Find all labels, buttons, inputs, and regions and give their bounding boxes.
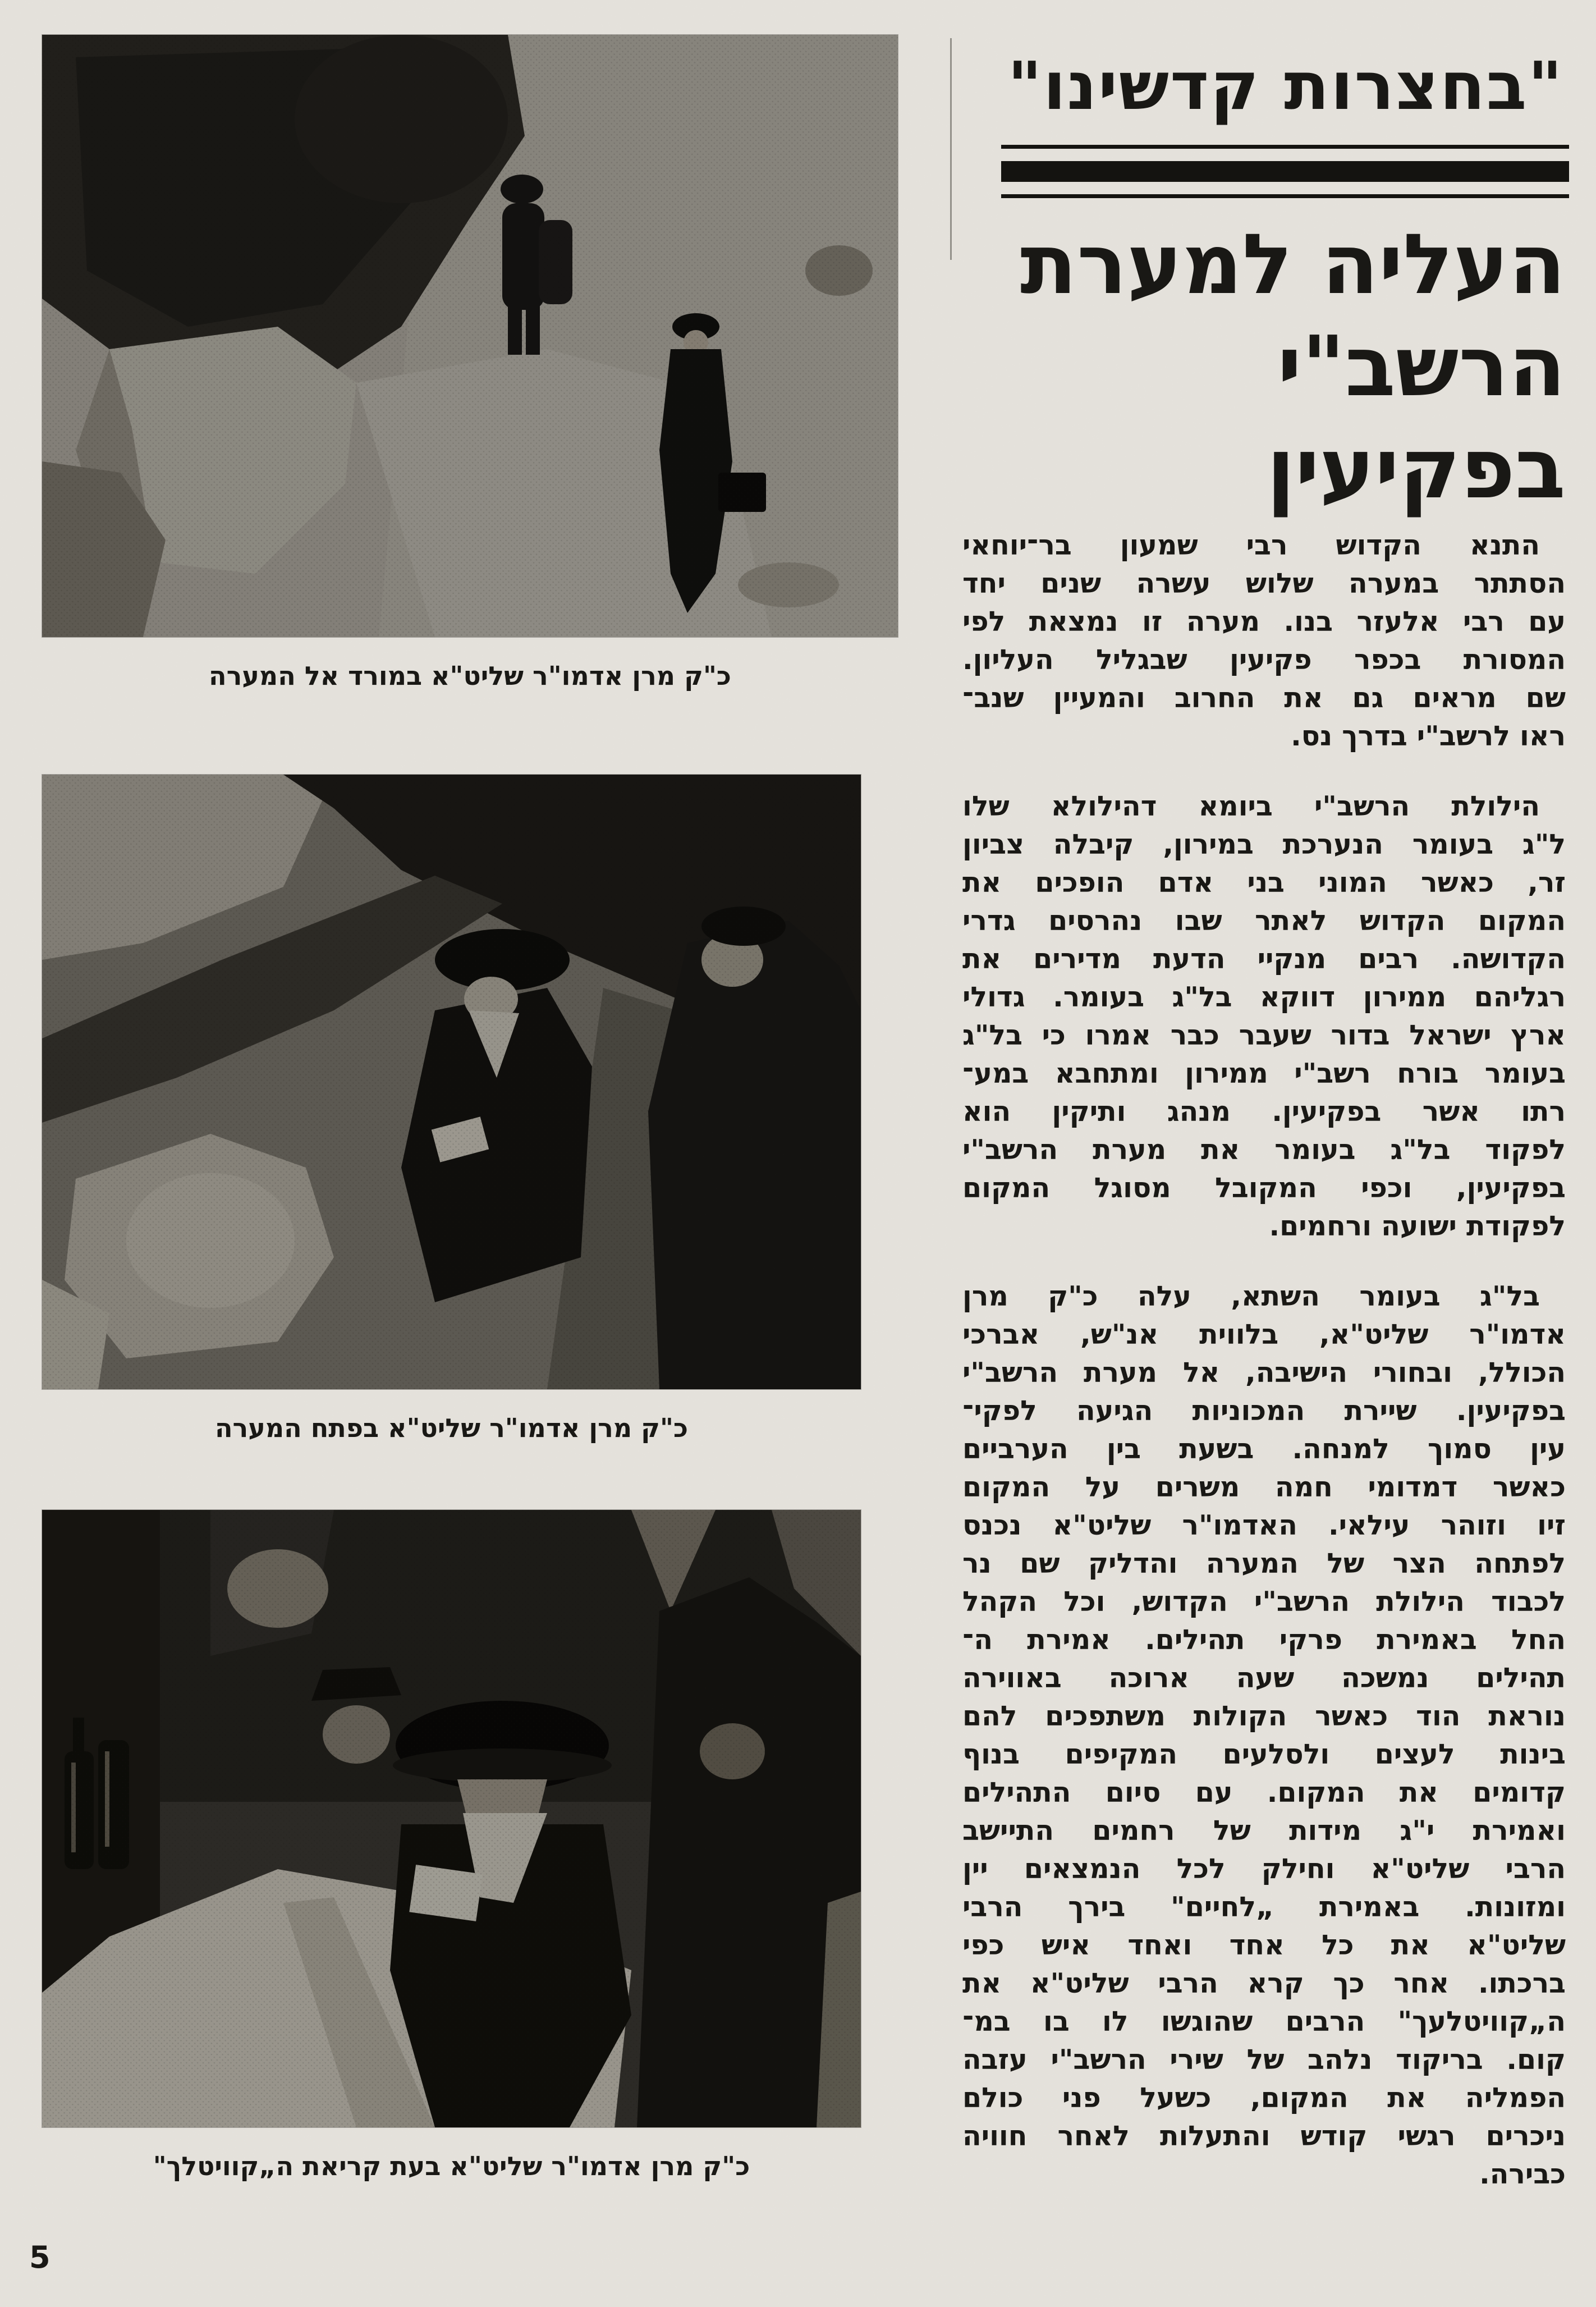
body-line: ל"ג בעומר הנערכת במירון, קיבלה צביון xyxy=(962,828,1566,860)
thin-rule-bottom xyxy=(1001,194,1569,198)
photo-caption: כ"ק מרן אדמו"ר שליט"א בפתח המערה xyxy=(214,1413,689,1443)
photo-rebbe-reading-kvitlech xyxy=(42,1510,861,2181)
body-line: בינות לעצים ולסלעים המקיפים בנוף xyxy=(962,1738,1566,1770)
body-line: זיו וזוהר עילאי. האדמו"ר שליט"א נכנס xyxy=(962,1509,1566,1541)
body-line: בל"ג בעומר השתא, עלה כ"ק מרן xyxy=(962,1280,1540,1312)
body-line: הילולת הרשב"י ביומא דהילולא שלו xyxy=(962,790,1540,822)
headline-line-1: העליה למערת xyxy=(1020,216,1566,313)
paragraph xyxy=(962,527,1566,756)
body-line: שליט"א את כל אחד ואחד איש כפי xyxy=(962,1929,1566,1961)
body-line: לפקוד בל"ג בעומר את מערת הרשב"י xyxy=(962,1134,1566,1166)
body-line: ניכרים רגשי קודש והתעלות לאחר חוויה xyxy=(962,2120,1566,2152)
thick-rule xyxy=(1001,161,1569,182)
body-line: ברכתו. אחר כך קרא הרבי שליט"א את xyxy=(962,1967,1566,1999)
halftone-photo-hillside-scene xyxy=(42,35,898,637)
page-number: 5 xyxy=(29,2240,51,2275)
headline-line-3: בפקיעין xyxy=(1266,420,1566,517)
body-line: הכולל, ובחורי הישיבה, אל מערת הרשב"י xyxy=(962,1357,1566,1389)
body-line: כאשר דמדומי חמה משרים על המקום xyxy=(962,1471,1566,1503)
body-line: עם רבי אלעזר בנו. מערה זו נמצאת לפי xyxy=(962,606,1566,638)
section-kicker: "בחצרות קדשינו" xyxy=(1007,47,1563,125)
body-line: ואמירת י"ג מידות של רחמים התיישב xyxy=(962,1815,1566,1847)
paragraph xyxy=(962,788,1566,1246)
body-line: נוראת הוד כאשר הקולות משתפכים להם xyxy=(962,1700,1566,1732)
thin-rule-top xyxy=(1001,145,1569,149)
body-line: שם מראים גם את החרוב והמעיין שנב־ xyxy=(962,682,1566,714)
body-line: קום. בריקוד נלהב של שירי הרשב"י עזבה xyxy=(962,2044,1566,2076)
article-headline xyxy=(1020,213,1566,520)
body-line: התנא הקדוש רבי שמעון בר־יוחאי xyxy=(962,529,1540,561)
body-line: המסורת בכפר פקיעין שבגליל העליון. xyxy=(962,644,1566,676)
body-line: לפקודת ישועה ורחמים. xyxy=(1269,1210,1566,1242)
body-line: קדומים את המקום. עם סיום התהילים xyxy=(962,1777,1566,1809)
body-line: ומזונות. באמירת „לחיים" בירך הרבי xyxy=(962,1891,1566,1923)
body-line: רגליהם ממירון דווקא בל"ג בעומר. גדולי xyxy=(962,981,1566,1013)
paragraph xyxy=(962,1278,1566,2194)
photo-caption: כ"ק מרן אדמו"ר שליט"א במורד אל המערה xyxy=(209,661,731,691)
article-body-text xyxy=(962,527,1566,2226)
body-line: הקדושה. רבים מנקיי הדעת מדירים את xyxy=(962,943,1566,975)
body-line: הסתתר במערה שלוש עשרה שנים יחד xyxy=(962,567,1566,599)
body-line: החל באמירת פרקי תהילים. אמירת ה־ xyxy=(962,1624,1566,1656)
body-line: בפקיעין. שיירת המכוניות הגיעה לפקי־ xyxy=(962,1395,1566,1427)
body-line: ראו לרשב"י בדרך נס. xyxy=(1291,720,1566,752)
halftone-photo-table-scene xyxy=(42,1510,861,2127)
body-line: כבירה. xyxy=(1479,2158,1566,2190)
photo-rebbe-at-cave-entrance xyxy=(42,775,861,1443)
body-line: בעומר בורח רשב"י ממירון ומתחבא במע־ xyxy=(962,1058,1566,1090)
body-line: ה„קוויטלעך" הרבים שהוגשו לו בו במ־ xyxy=(962,2006,1566,2038)
headline-line-2: הרשב"י xyxy=(1277,318,1566,415)
body-line: המקום הקדוש לאתר שבו נהרסים גדרי xyxy=(962,905,1566,937)
body-line: לפתחה הצר של המערה והדליק שם נר xyxy=(962,1548,1566,1580)
header-rules xyxy=(1001,145,1569,199)
body-line: זר, כאשר המוני בני אדם הופכים את xyxy=(962,867,1566,899)
photo-rebbe-descending-to-cave xyxy=(42,35,898,691)
body-line: רתו אשר בפקיעין. מנהג ותיקין הוא xyxy=(962,1096,1566,1128)
body-line: אדמו"ר שליט"א, בלווית אנ"ש, אברכי xyxy=(962,1319,1566,1351)
body-line: ארץ ישראל בדור שעבר כבר אמרו כי בל"ג xyxy=(962,1019,1566,1051)
photo-caption: כ"ק מרן אדמו"ר שליט"א בעת קריאת ה„קוויטלך" xyxy=(153,2151,750,2181)
body-line: הפמליה את המקום, כשעל פני כולם xyxy=(962,2082,1566,2114)
body-line: בפקיעין, וכפי המקובל מסוגל המקום xyxy=(962,1172,1566,1204)
body-line: תהילים נמשכה שעה ארוכה באווירה xyxy=(962,1662,1566,1694)
body-line: הרבי שליט"א וחילק לכל הנמצאים יין xyxy=(962,1853,1566,1885)
body-line: לכבוד הילולת הרשב"י הקדוש, וכל הקהל xyxy=(962,1586,1566,1618)
column-divider-line xyxy=(950,38,952,260)
halftone-photo-cave-scene xyxy=(42,775,861,1389)
body-line: עין סמוך למנחה. בשעת בין הערביים xyxy=(962,1433,1566,1465)
